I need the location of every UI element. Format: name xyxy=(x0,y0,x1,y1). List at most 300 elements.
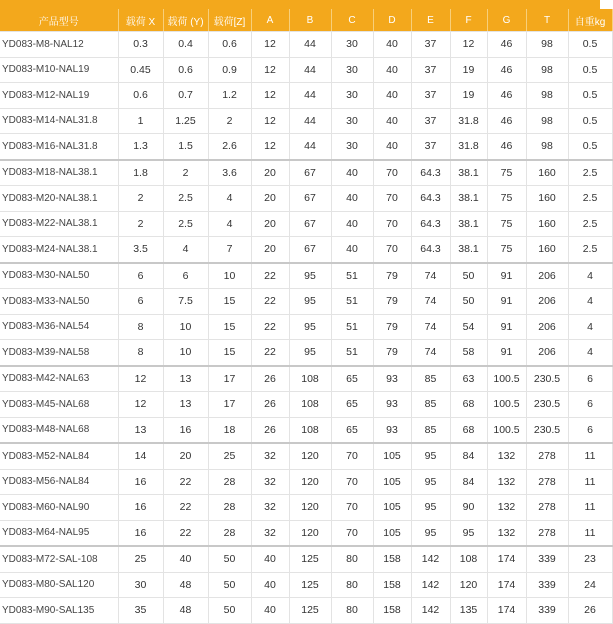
cell-d: 158 xyxy=(373,598,411,624)
header-c: C xyxy=(331,9,373,32)
cell-c: 40 xyxy=(331,186,373,212)
cell-a: 22 xyxy=(251,289,289,315)
cell-f: 38.1 xyxy=(450,186,487,212)
cell-a: 12 xyxy=(251,134,289,160)
cell-weight: 6 xyxy=(568,392,612,418)
cell-load-x: 3.5 xyxy=(118,237,163,263)
cell-f: 68 xyxy=(450,392,487,418)
cell-c: 70 xyxy=(331,520,373,546)
header-b: B xyxy=(289,9,331,32)
cell-e: 85 xyxy=(411,366,450,392)
cell-a: 12 xyxy=(251,108,289,134)
cell-f: 68 xyxy=(450,417,487,443)
table-row xyxy=(0,495,612,521)
cell-e: 64.3 xyxy=(411,186,450,212)
cell-weight: 0.5 xyxy=(568,108,612,134)
cell-b: 67 xyxy=(289,237,331,263)
cell-weight: 11 xyxy=(568,495,612,521)
cell-a: 26 xyxy=(251,417,289,443)
cell-c: 70 xyxy=(331,469,373,495)
cell-f: 84 xyxy=(450,469,487,495)
header-g: G xyxy=(487,9,526,32)
cell-load-y: 20 xyxy=(163,443,208,469)
cell-t: 206 xyxy=(526,289,568,315)
header-e: E xyxy=(411,9,450,32)
cell-e: 85 xyxy=(411,417,450,443)
table-row xyxy=(0,546,612,572)
cell-load-x: 1.3 xyxy=(118,134,163,160)
cell-load-x: 8 xyxy=(118,314,163,340)
table-row xyxy=(0,417,612,443)
header-t: T xyxy=(526,9,568,32)
cell-load-y: 0.4 xyxy=(163,32,208,58)
cell-load-y: 22 xyxy=(163,520,208,546)
cell-t: 98 xyxy=(526,108,568,134)
cell-c: 80 xyxy=(331,572,373,598)
table-row xyxy=(0,572,612,598)
cell-b: 120 xyxy=(289,520,331,546)
cell-a: 32 xyxy=(251,469,289,495)
cell-g: 132 xyxy=(487,443,526,469)
cell-c: 70 xyxy=(331,495,373,521)
cell-f: 50 xyxy=(450,289,487,315)
cell-a: 26 xyxy=(251,366,289,392)
cell-load-z: 7 xyxy=(208,237,251,263)
cell-d: 40 xyxy=(373,134,411,160)
cell-a: 22 xyxy=(251,340,289,366)
cell-t: 278 xyxy=(526,520,568,546)
cell-model: YD083-M52-NAL84 xyxy=(0,443,118,469)
cell-e: 95 xyxy=(411,520,450,546)
cell-t: 230.5 xyxy=(526,392,568,418)
cell-f: 84 xyxy=(450,443,487,469)
cell-f: 31.8 xyxy=(450,134,487,160)
cell-model: YD083-M45-NAL68 xyxy=(0,392,118,418)
cell-model: YD083-M12-NAL19 xyxy=(0,83,118,109)
cell-c: 51 xyxy=(331,263,373,289)
cell-a: 40 xyxy=(251,572,289,598)
cell-weight: 26 xyxy=(568,598,612,624)
cell-a: 26 xyxy=(251,392,289,418)
cell-load-x: 6 xyxy=(118,289,163,315)
cell-d: 93 xyxy=(373,366,411,392)
cell-e: 64.3 xyxy=(411,237,450,263)
cell-weight: 2.5 xyxy=(568,160,612,186)
cell-model: YD083-M20-NAL38.1 xyxy=(0,186,118,212)
cell-model: YD083-M39-NAL58 xyxy=(0,340,118,366)
cell-load-x: 0.3 xyxy=(118,32,163,58)
cell-load-x: 0.6 xyxy=(118,83,163,109)
cell-load-z: 28 xyxy=(208,469,251,495)
table-row xyxy=(0,392,612,418)
cell-f: 95 xyxy=(450,520,487,546)
table-row xyxy=(0,598,612,624)
cell-e: 37 xyxy=(411,83,450,109)
cell-a: 32 xyxy=(251,495,289,521)
cell-g: 100.5 xyxy=(487,417,526,443)
cell-f: 54 xyxy=(450,314,487,340)
cell-t: 339 xyxy=(526,546,568,572)
cell-weight: 11 xyxy=(568,443,612,469)
cell-g: 174 xyxy=(487,598,526,624)
cell-model: YD083-M64-NAL95 xyxy=(0,520,118,546)
cell-load-y: 2 xyxy=(163,160,208,186)
cell-load-y: 16 xyxy=(163,417,208,443)
cell-d: 40 xyxy=(373,57,411,83)
table-row xyxy=(0,211,612,237)
cell-load-y: 1.5 xyxy=(163,134,208,160)
cell-b: 67 xyxy=(289,211,331,237)
cell-load-x: 16 xyxy=(118,495,163,521)
cell-f: 38.1 xyxy=(450,237,487,263)
table-row xyxy=(0,237,612,263)
cell-load-x: 16 xyxy=(118,520,163,546)
cell-c: 51 xyxy=(331,314,373,340)
cell-d: 93 xyxy=(373,392,411,418)
cell-g: 46 xyxy=(487,32,526,58)
cell-e: 142 xyxy=(411,546,450,572)
table-row xyxy=(0,520,612,546)
table-row xyxy=(0,134,612,160)
cell-g: 46 xyxy=(487,134,526,160)
cell-f: 135 xyxy=(450,598,487,624)
cell-load-x: 25 xyxy=(118,546,163,572)
cell-load-y: 22 xyxy=(163,469,208,495)
cell-d: 40 xyxy=(373,108,411,134)
cell-d: 79 xyxy=(373,263,411,289)
cell-f: 31.8 xyxy=(450,108,487,134)
cell-f: 12 xyxy=(450,32,487,58)
cell-f: 38.1 xyxy=(450,160,487,186)
cell-b: 67 xyxy=(289,160,331,186)
table-row xyxy=(0,469,612,495)
cell-t: 160 xyxy=(526,186,568,212)
table-row xyxy=(0,340,612,366)
cell-f: 63 xyxy=(450,366,487,392)
cell-t: 160 xyxy=(526,237,568,263)
cell-c: 30 xyxy=(331,134,373,160)
cell-t: 339 xyxy=(526,598,568,624)
cell-weight: 2.5 xyxy=(568,186,612,212)
cell-g: 75 xyxy=(487,211,526,237)
table-row xyxy=(0,32,612,58)
cell-load-y: 2.5 xyxy=(163,186,208,212)
cell-t: 98 xyxy=(526,57,568,83)
cell-weight: 6 xyxy=(568,417,612,443)
cell-g: 91 xyxy=(487,340,526,366)
cell-d: 79 xyxy=(373,340,411,366)
cell-g: 132 xyxy=(487,495,526,521)
cell-load-z: 17 xyxy=(208,366,251,392)
cell-e: 64.3 xyxy=(411,160,450,186)
cell-b: 44 xyxy=(289,134,331,160)
cell-g: 100.5 xyxy=(487,392,526,418)
cell-load-z: 28 xyxy=(208,495,251,521)
cell-b: 120 xyxy=(289,495,331,521)
cell-load-y: 10 xyxy=(163,314,208,340)
cell-load-x: 30 xyxy=(118,572,163,598)
cell-model: YD083-M22-NAL38.1 xyxy=(0,211,118,237)
cell-b: 44 xyxy=(289,32,331,58)
header-load-z: 载荷[Z] xyxy=(208,9,251,32)
table-header-row xyxy=(0,9,612,32)
cell-e: 37 xyxy=(411,32,450,58)
cell-load-y: 2.5 xyxy=(163,211,208,237)
cell-b: 120 xyxy=(289,469,331,495)
cell-e: 95 xyxy=(411,469,450,495)
cell-b: 44 xyxy=(289,57,331,83)
cell-load-x: 13 xyxy=(118,417,163,443)
cell-t: 278 xyxy=(526,443,568,469)
cell-e: 74 xyxy=(411,340,450,366)
cell-c: 80 xyxy=(331,598,373,624)
cell-b: 125 xyxy=(289,572,331,598)
cell-g: 91 xyxy=(487,263,526,289)
cell-load-z: 18 xyxy=(208,417,251,443)
cell-load-z: 28 xyxy=(208,520,251,546)
cell-load-y: 48 xyxy=(163,598,208,624)
cell-model: YD083-M60-NAL90 xyxy=(0,495,118,521)
cell-load-x: 1 xyxy=(118,108,163,134)
spec-table-body xyxy=(0,32,612,624)
cell-b: 95 xyxy=(289,263,331,289)
cell-t: 278 xyxy=(526,495,568,521)
cell-c: 30 xyxy=(331,57,373,83)
cell-b: 95 xyxy=(289,314,331,340)
cell-b: 120 xyxy=(289,443,331,469)
cell-d: 158 xyxy=(373,546,411,572)
cell-g: 91 xyxy=(487,289,526,315)
cell-weight: 4 xyxy=(568,340,612,366)
cell-g: 132 xyxy=(487,520,526,546)
cell-t: 230.5 xyxy=(526,417,568,443)
cell-t: 160 xyxy=(526,160,568,186)
cell-weight: 0.5 xyxy=(568,32,612,58)
cell-e: 74 xyxy=(411,289,450,315)
cell-a: 12 xyxy=(251,32,289,58)
cell-weight: 11 xyxy=(568,520,612,546)
cell-load-y: 40 xyxy=(163,546,208,572)
cell-d: 40 xyxy=(373,83,411,109)
cell-weight: 6 xyxy=(568,366,612,392)
cell-d: 70 xyxy=(373,186,411,212)
cell-f: 19 xyxy=(450,57,487,83)
cell-b: 125 xyxy=(289,598,331,624)
cell-e: 142 xyxy=(411,598,450,624)
cell-b: 125 xyxy=(289,546,331,572)
cell-weight: 24 xyxy=(568,572,612,598)
cell-d: 79 xyxy=(373,289,411,315)
cell-t: 230.5 xyxy=(526,366,568,392)
table-row xyxy=(0,186,612,212)
cell-load-z: 2 xyxy=(208,108,251,134)
cell-b: 108 xyxy=(289,392,331,418)
cell-load-y: 48 xyxy=(163,572,208,598)
cell-t: 339 xyxy=(526,572,568,598)
cell-load-x: 0.45 xyxy=(118,57,163,83)
cell-e: 37 xyxy=(411,134,450,160)
cell-a: 32 xyxy=(251,443,289,469)
cell-d: 70 xyxy=(373,237,411,263)
cell-load-x: 8 xyxy=(118,340,163,366)
cell-g: 75 xyxy=(487,237,526,263)
cell-model: YD083-M90-SAL135 xyxy=(0,598,118,624)
cell-load-y: 13 xyxy=(163,366,208,392)
spec-table xyxy=(0,9,613,624)
cell-d: 105 xyxy=(373,495,411,521)
cell-f: 19 xyxy=(450,83,487,109)
cell-a: 40 xyxy=(251,598,289,624)
cell-load-x: 2 xyxy=(118,211,163,237)
cell-f: 108 xyxy=(450,546,487,572)
cell-b: 95 xyxy=(289,289,331,315)
cell-a: 20 xyxy=(251,237,289,263)
cell-b: 95 xyxy=(289,340,331,366)
cell-load-z: 50 xyxy=(208,572,251,598)
cell-g: 91 xyxy=(487,314,526,340)
cell-d: 105 xyxy=(373,520,411,546)
cell-d: 93 xyxy=(373,417,411,443)
cell-weight: 2.5 xyxy=(568,211,612,237)
cell-load-y: 10 xyxy=(163,340,208,366)
table-row xyxy=(0,83,612,109)
cell-load-x: 6 xyxy=(118,263,163,289)
cell-g: 100.5 xyxy=(487,366,526,392)
cell-t: 98 xyxy=(526,83,568,109)
cell-b: 108 xyxy=(289,366,331,392)
cell-g: 46 xyxy=(487,108,526,134)
cell-b: 44 xyxy=(289,83,331,109)
cell-t: 206 xyxy=(526,263,568,289)
cell-c: 51 xyxy=(331,340,373,366)
cell-a: 22 xyxy=(251,263,289,289)
cell-load-y: 22 xyxy=(163,495,208,521)
cell-load-y: 4 xyxy=(163,237,208,263)
cell-load-x: 14 xyxy=(118,443,163,469)
cell-weight: 0.5 xyxy=(568,134,612,160)
cell-load-x: 1.8 xyxy=(118,160,163,186)
cell-c: 30 xyxy=(331,83,373,109)
cell-load-x: 35 xyxy=(118,598,163,624)
cell-model: YD083-M24-NAL38.1 xyxy=(0,237,118,263)
cell-a: 12 xyxy=(251,83,289,109)
cell-c: 65 xyxy=(331,366,373,392)
cell-model: YD083-M18-NAL38.1 xyxy=(0,160,118,186)
cell-e: 85 xyxy=(411,392,450,418)
cell-load-y: 0.6 xyxy=(163,57,208,83)
cell-load-z: 4 xyxy=(208,211,251,237)
cell-weight: 11 xyxy=(568,469,612,495)
cell-c: 40 xyxy=(331,237,373,263)
table-row xyxy=(0,443,612,469)
cell-load-z: 15 xyxy=(208,289,251,315)
cell-b: 44 xyxy=(289,108,331,134)
cell-load-z: 0.9 xyxy=(208,57,251,83)
cell-model: YD083-M14-NAL31.8 xyxy=(0,108,118,134)
cell-f: 120 xyxy=(450,572,487,598)
cell-model: YD083-M42-NAL63 xyxy=(0,366,118,392)
cell-g: 174 xyxy=(487,572,526,598)
cell-d: 70 xyxy=(373,160,411,186)
cell-load-z: 15 xyxy=(208,314,251,340)
cell-d: 158 xyxy=(373,572,411,598)
cell-g: 75 xyxy=(487,186,526,212)
cell-d: 40 xyxy=(373,32,411,58)
cell-e: 95 xyxy=(411,495,450,521)
cell-t: 278 xyxy=(526,469,568,495)
cell-t: 98 xyxy=(526,134,568,160)
table-row xyxy=(0,289,612,315)
cell-load-z: 50 xyxy=(208,546,251,572)
cell-model: YD083-M10-NAL19 xyxy=(0,57,118,83)
cell-g: 132 xyxy=(487,469,526,495)
cell-c: 65 xyxy=(331,417,373,443)
cell-load-x: 2 xyxy=(118,186,163,212)
table-row xyxy=(0,57,612,83)
cell-a: 12 xyxy=(251,57,289,83)
cell-load-x: 12 xyxy=(118,366,163,392)
cell-model: YD083-M80-SAL120 xyxy=(0,572,118,598)
cell-weight: 4 xyxy=(568,263,612,289)
header-d: D xyxy=(373,9,411,32)
cell-a: 20 xyxy=(251,160,289,186)
cell-t: 98 xyxy=(526,32,568,58)
cell-a: 20 xyxy=(251,211,289,237)
cell-weight: 2.5 xyxy=(568,237,612,263)
cell-c: 70 xyxy=(331,443,373,469)
header-a: A xyxy=(251,9,289,32)
cell-e: 95 xyxy=(411,443,450,469)
cell-t: 160 xyxy=(526,211,568,237)
cell-weight: 0.5 xyxy=(568,57,612,83)
cell-d: 70 xyxy=(373,211,411,237)
header-load-y: 载荷 (Y) xyxy=(163,9,208,32)
cell-f: 38.1 xyxy=(450,211,487,237)
cell-b: 67 xyxy=(289,186,331,212)
cell-e: 74 xyxy=(411,263,450,289)
cell-g: 174 xyxy=(487,546,526,572)
cell-load-x: 16 xyxy=(118,469,163,495)
cell-d: 105 xyxy=(373,443,411,469)
cell-e: 142 xyxy=(411,572,450,598)
cell-model: YD083-M16-NAL31.8 xyxy=(0,134,118,160)
table-row xyxy=(0,263,612,289)
cell-model: YD083-M36-NAL54 xyxy=(0,314,118,340)
cell-load-z: 0.6 xyxy=(208,32,251,58)
cell-load-z: 25 xyxy=(208,443,251,469)
header-model: 产品型号 xyxy=(0,9,118,32)
cell-model: YD083-M8-NAL12 xyxy=(0,32,118,58)
table-row xyxy=(0,366,612,392)
header-weight: 自重kg xyxy=(568,9,612,32)
table-row xyxy=(0,108,612,134)
cell-f: 90 xyxy=(450,495,487,521)
cell-c: 80 xyxy=(331,546,373,572)
cell-load-z: 15 xyxy=(208,340,251,366)
cell-load-y: 6 xyxy=(163,263,208,289)
cell-d: 105 xyxy=(373,469,411,495)
cell-load-z: 10 xyxy=(208,263,251,289)
cell-load-y: 13 xyxy=(163,392,208,418)
cell-c: 51 xyxy=(331,289,373,315)
cell-load-z: 2.6 xyxy=(208,134,251,160)
cell-f: 50 xyxy=(450,263,487,289)
cell-model: YD083-M72-SAL-108 xyxy=(0,546,118,572)
table-row xyxy=(0,160,612,186)
cell-d: 79 xyxy=(373,314,411,340)
cell-g: 75 xyxy=(487,160,526,186)
table-row xyxy=(0,314,612,340)
